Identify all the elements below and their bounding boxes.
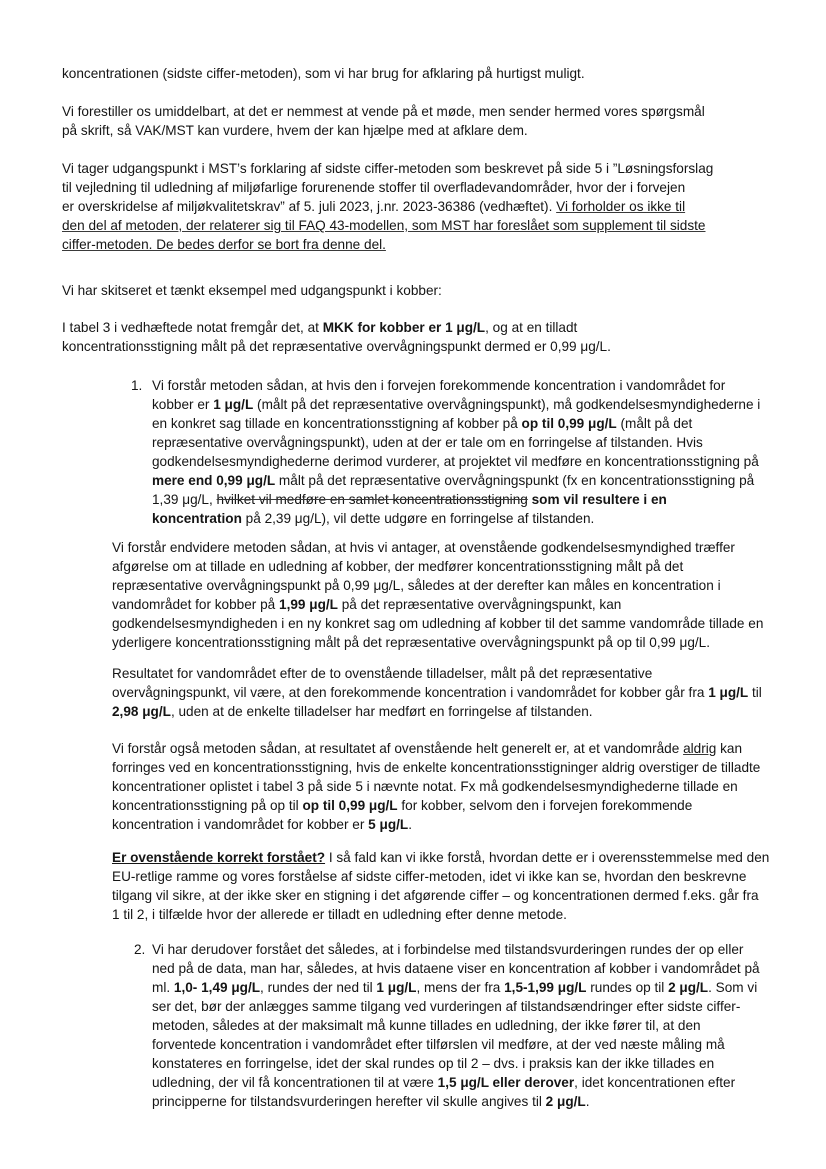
text-run: (målt på det bbox=[616, 416, 693, 431]
handwritten-underline: aldrig bbox=[683, 741, 717, 756]
text-run: , idet koncentrationen efter bbox=[574, 1075, 736, 1090]
text-run: udledning, der vil få koncentrationen til at være bbox=[152, 1075, 438, 1090]
bold-text: koncentration bbox=[152, 511, 242, 526]
bold-text: 1,0- 1,49 μg/L bbox=[173, 980, 261, 995]
text-line: repræsentative overvågningspunkt), uden at der er tale om en forringelse af tilstanden. Hvis bbox=[152, 435, 703, 450]
text-line: repræsentative overvågningspunkt på 0,99 μg/L, således at der derefter kan måles en koncentration i bbox=[112, 578, 721, 593]
bold-text: 1 μg/L bbox=[213, 397, 254, 412]
paragraph-resultatet bbox=[112, 664, 762, 721]
bold-text: 1,5-1,99 μg/L bbox=[504, 980, 587, 995]
text-line: koncentrationen (sidste ciffer-metoden), som vi har brug for afklaring på hurtigst muligt. bbox=[62, 66, 585, 81]
text-run: ml. bbox=[152, 980, 174, 995]
text-run: 1,39 μg/L, bbox=[152, 492, 217, 507]
text-line: Vi forstår endvidere metoden sådan, at hvis vi antager, at ovenstående godkendelsesmyndighed træffer bbox=[112, 540, 735, 555]
text-run: vandområdet for kobber på bbox=[112, 597, 280, 612]
text-run: til bbox=[748, 685, 762, 700]
bold-text: 1 μg/L bbox=[708, 685, 749, 700]
text-run: kan bbox=[716, 741, 743, 756]
text-run: Vi forstår også metoden sådan, at resultatet af ovenstående helt generelt er, at et vandområde bbox=[112, 741, 684, 756]
text-line: metoden, således at der maksimalt må kunne tillades en udledning, der ikke fører til, at den bbox=[152, 1018, 701, 1033]
text-line: yderligere koncentrationsstigning målt på det repræsentative overvågningspunkt på op til 0,99 μg/L. bbox=[112, 635, 711, 650]
text-line: koncentrationsstigning målt på det repræsentative overvågningspunkt dermed er 0,99 μg/L. bbox=[62, 339, 611, 354]
text-run: kobber er bbox=[152, 397, 214, 412]
list-number: 1. bbox=[131, 378, 143, 393]
bold-text: op til 0,99 μg/L bbox=[521, 416, 617, 431]
bold-text: MKK for kobber er 1 μg/L bbox=[322, 320, 486, 335]
bold-underlined-question: Er ovenstående korrekt forstået? bbox=[112, 850, 326, 865]
text-run: principperne for tilstandsvurderingen herefter vil skulle angives til bbox=[152, 1094, 546, 1109]
list-item-2 bbox=[152, 940, 760, 1111]
bold-text: op til 0,99 μg/L bbox=[302, 798, 398, 813]
paragraph-tabel bbox=[62, 318, 611, 356]
text-run: I så fald kan vi ikke forstå, hvordan dette er i overensstemmelse med den bbox=[325, 850, 770, 865]
text-run: . bbox=[585, 1094, 590, 1109]
text-run: koncentration i vandområdet for kobber er bbox=[112, 817, 369, 832]
paragraph-intro bbox=[62, 64, 585, 83]
text-run: på det repræsentative overvågningspunkt, kan bbox=[337, 597, 622, 612]
text-run: , mens der fra bbox=[416, 980, 505, 995]
text-run: , og at en tilladt bbox=[485, 320, 578, 335]
text-run: rundes op til bbox=[586, 980, 669, 995]
text-run: . bbox=[408, 817, 412, 832]
text-line: Vi har skitseret et tænkt eksempel med udgangspunkt i kobber: bbox=[62, 283, 442, 298]
list-number: 2. bbox=[134, 942, 146, 957]
text-line: Vi forestiller os umiddelbart, at det er nemmest at vende på et møde, men sender hermed vores spørgsmål bbox=[62, 104, 705, 119]
handwritten-note: den del af metoden, der relaterer sig til FAQ 43-modellen, som MST har foreslået som supplement til sidste bbox=[62, 218, 706, 233]
paragraph-skitseret bbox=[62, 281, 442, 300]
text-line: tilgang vil sikre, at der ikke sker en stigning i det afgørende ciffer – og koncentrationen dermed f.eks. går fra bbox=[112, 888, 759, 903]
text-line: til vejledning til udledning af miljøfarlige forurenende stoffer til overfladevandområder, hvor der i forvejen bbox=[62, 180, 686, 195]
text-run: en konkret sag tillade en koncentrationsstigning af kobber på bbox=[152, 416, 522, 431]
text-run: , uden at de enkelte tilladelser har medført en forringelse af tilstanden. bbox=[170, 704, 593, 719]
text-line: ned på de data, man har, således, at hvis dataene viser en koncentration af kobber i vandområdet på bbox=[152, 961, 760, 976]
handwritten-note: ciffer-metoden. De bedes derfor se bort fra denne del. bbox=[62, 237, 386, 252]
text-line: forringes ved en koncentrationsstigning, hvis de enkelte koncentrationsstigninger aldrig overstiger de tilladte bbox=[112, 760, 761, 775]
text-line: EU-retlige ramme og vores forståelse af sidste ciffer-metoden, idet vi ikke kan se, hvordan den beskrevne bbox=[112, 869, 747, 884]
text-line: er overskridelse af miljøkvalitetskrav” af 5. juli 2023, j.nr. 2023-36386 (vedhæftet). bbox=[62, 199, 553, 214]
text-run: koncentrationsstigning på op til bbox=[112, 798, 303, 813]
text-run: målt på det repræsentative overvågningspunkt (fx en koncentrationsstigning på bbox=[275, 473, 755, 488]
text-run: I tabel 3 i vedhæftede notat fremgår det, at bbox=[62, 320, 323, 335]
bold-text: 2 μg/L bbox=[545, 1094, 586, 1109]
list-item-1 bbox=[152, 376, 760, 528]
paragraph-korrekt bbox=[112, 848, 769, 924]
text-line: godkendelsesmyndighederne derimod vurderer, at projektet vil medføre en koncentrationsstigning på bbox=[152, 454, 759, 469]
handwritten-note: Vi forholder os ikke til bbox=[556, 199, 686, 214]
text-line: Vi forstår metoden sådan, at hvis den i forvejen forekommende koncentration i vandområdet for bbox=[152, 378, 726, 393]
text-line: forventede koncentration i vandområdet efter tilførslen vil medføre, at der ved næste måling må bbox=[152, 1037, 725, 1052]
paragraph-forestiller bbox=[62, 102, 705, 140]
bold-text: 1,5 μg/L eller derover bbox=[437, 1075, 575, 1090]
text-line: på skrift, så VAK/MST kan vurdere, hvem der kan hjælpe med at afklare dem. bbox=[62, 123, 528, 138]
strikethrough-text: hvilket vil medføre en samlet koncentrationsstigning bbox=[216, 492, 528, 507]
text-line: koncentrationer oplistet i tabel 3 på side 5 i nævnte notat. Fx må godkendelsesmyndighederne tillade en bbox=[112, 779, 738, 794]
text-run: for kobber, selvom den i forvejen forekommende bbox=[397, 798, 693, 813]
bold-text: 2,98 μg/L bbox=[112, 704, 171, 719]
text-line: konstateres en forringelse, idet der skal rundes op til 2 – dvs. i praksis kan der ikke tillades en bbox=[152, 1056, 715, 1071]
bold-text: som vil resultere i en bbox=[527, 492, 667, 507]
bold-text: 1,99 μg/L bbox=[279, 597, 338, 612]
bold-text: mere end 0,99 μg/L bbox=[152, 473, 276, 488]
text-line: 1 til 2, i tilfælde hvor der allerede er tilladt en udledning efter denne metode. bbox=[112, 907, 567, 922]
text-run: , rundes der ned til bbox=[260, 980, 377, 995]
text-run: . Som vi bbox=[708, 980, 758, 995]
text-line: Vi har derudover forstået det således, at i forbindelse med tilstandsvurderingen rundes der op eller bbox=[152, 942, 744, 957]
text-line: Resultatet for vandområdet efter de to ovenstående tilladelser, målt på det repræsentative bbox=[112, 666, 653, 681]
bold-text: 1 μg/L bbox=[376, 980, 417, 995]
bold-text: 2 μg/L bbox=[668, 980, 709, 995]
paragraph-udgangspunkt bbox=[62, 159, 713, 254]
paragraph-endvidere bbox=[112, 538, 763, 652]
text-line: ser det, bør der anlægges samme tilgang ved vurderingen af tilstandsændringer efter sidste ciffer- bbox=[152, 999, 741, 1014]
paragraph-ogsaa bbox=[112, 739, 760, 834]
text-run: (målt på det repræsentative overvågningspunkt), må godkendelsesmyndighederne i bbox=[253, 397, 761, 412]
bold-text: 5 μg/L bbox=[368, 817, 409, 832]
text-line: godkendelsesmyndigheden i en ny konkret sag om udledning af kobber til det samme vandområde tillade en bbox=[112, 616, 764, 631]
text-run: overvågningspunkt, vil være, at den forekommende koncentration i vandområdet for kobber går fra bbox=[112, 685, 709, 700]
text-line: afgørelse om at tillade en udledning af kobber, der medfører koncentrationsstigning målt på det bbox=[112, 559, 684, 574]
text-line: Vi tager udgangspunkt i MST’s forklaring af sidste ciffer-metoden som beskrevet på side 5 i ”Løsningsforslag bbox=[62, 161, 714, 176]
text-run: på 2,39 μg/L), vil dette udgøre en forringelse af tilstanden. bbox=[241, 511, 595, 526]
